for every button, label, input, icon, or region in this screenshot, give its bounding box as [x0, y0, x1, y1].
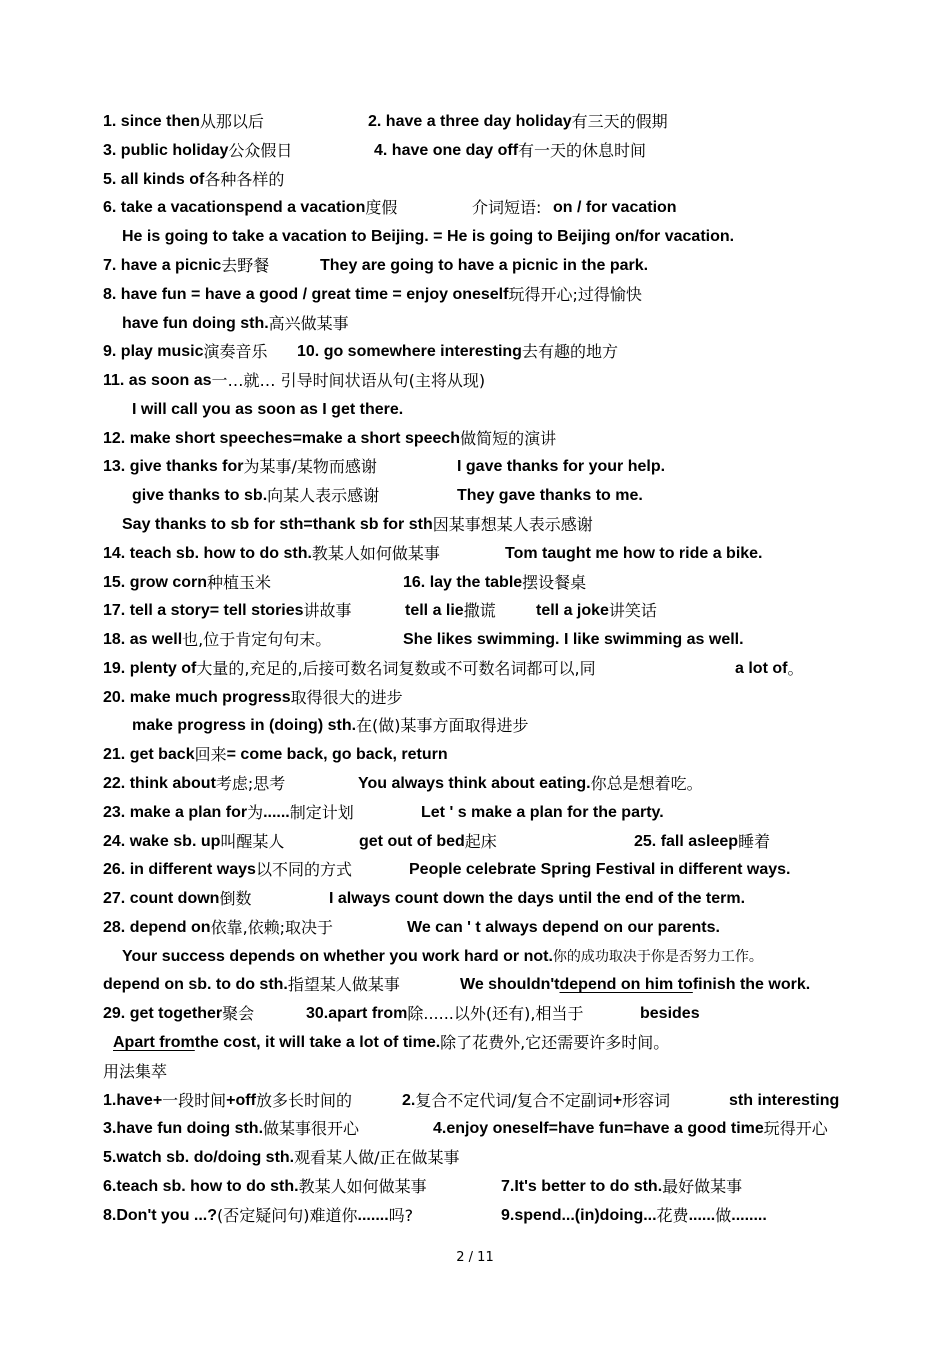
chinese-gloss: 除......以外(还有),相当于: [407, 1004, 584, 1024]
text-line: [0, 946, 950, 968]
chinese-gloss: 吗?: [388, 1205, 414, 1225]
text-line: [0, 111, 950, 133]
chinese-gloss: 做: [715, 1205, 732, 1225]
english-phrase: .......: [357, 1206, 389, 1224]
chinese-gloss: 。: [787, 658, 804, 678]
english-phrase: Let ' s make a plan for the party.: [421, 803, 664, 821]
english-phrase: I always count down the days until the end of the term.: [329, 890, 746, 908]
english-phrase: 24. wake sb. up: [103, 832, 221, 850]
text-line: [0, 687, 950, 709]
english-phrase: = come back, go back, return: [226, 746, 448, 764]
english-phrase: We shouldn't: [460, 976, 560, 994]
text-line: [0, 744, 950, 766]
english-phrase: tell a lie: [405, 602, 464, 620]
english-phrase: 4.enjoy oneself=have fun=have a good time: [433, 1120, 764, 1138]
english-phrase: 21. get back: [103, 746, 195, 764]
english-phrase: 20. make much progress: [103, 688, 291, 706]
chinese-gloss: 睡着: [738, 831, 771, 851]
chinese-gloss: 撒谎: [463, 601, 496, 621]
text-line: [0, 485, 950, 507]
english-phrase: 5. all kinds of: [103, 170, 205, 188]
text-line: [0, 543, 950, 565]
english-phrase: ........: [731, 1206, 767, 1224]
english-phrase: 15. grow corn: [103, 573, 208, 591]
chinese-gloss: 度假: [365, 198, 398, 218]
chinese-gloss: 制定计划: [289, 802, 354, 822]
english-phrase: get out of bed: [359, 832, 465, 850]
chinese-gloss: 观看某人做/正在做某事: [294, 1148, 460, 1168]
chinese-gloss: 公众假日: [228, 140, 293, 160]
text-line: [0, 974, 950, 996]
english-phrase: 6. take a vacation: [103, 199, 236, 217]
english-phrase: spend a vacation: [235, 199, 366, 217]
text-line: [0, 341, 950, 363]
chinese-gloss: (否定疑问句)难道你: [217, 1205, 358, 1225]
english-phrase: Your success depends on whether you work hard or not.: [122, 947, 553, 965]
english-phrase: 12. make short speeches=make a short speech: [103, 429, 461, 447]
text-line: [0, 1061, 950, 1083]
english-phrase: 7.It's better to do sth.: [501, 1177, 663, 1195]
text-line: [0, 888, 950, 910]
text-line: [0, 255, 950, 277]
text-line: [0, 169, 950, 191]
chinese-gloss: 有一天的休息时间: [518, 140, 647, 160]
english-phrase: 9. play music: [103, 343, 204, 361]
chinese-gloss: 教某人如何做某事: [298, 1176, 427, 1196]
text-line: [0, 1090, 950, 1112]
english-phrase: They are going to have a picnic in the park.: [320, 256, 649, 274]
text-line: [0, 399, 950, 421]
text-line: [0, 313, 950, 335]
chinese-gloss: 讲笑话: [608, 601, 657, 621]
english-phrase: 9.spend...(in)doing...: [501, 1206, 657, 1224]
chinese-gloss: 从那以后: [199, 112, 264, 131]
chinese-gloss: 取得很大的进步: [290, 687, 403, 707]
text-line: [0, 658, 950, 680]
chinese-gloss: 讲故事: [303, 601, 352, 621]
text-line: [0, 600, 950, 622]
chinese-gloss: 一段时间: [162, 1090, 227, 1110]
english-phrase: depend on him to: [559, 976, 693, 994]
english-phrase: She likes swimming. I like swimming as well.: [403, 631, 744, 648]
english-phrase: 28. depend on: [103, 918, 211, 936]
chinese-gloss: 因某事想某人表示感谢: [432, 514, 593, 534]
chinese-gloss: 各种各样的: [204, 169, 285, 189]
english-phrase: 6.teach sb. how to do sth.: [103, 1177, 299, 1195]
text-line: [0, 140, 950, 162]
english-phrase: 3.have fun doing sth.: [103, 1120, 264, 1138]
english-phrase: Apart from: [113, 1034, 195, 1051]
english-phrase: Tom taught me how to ride a bike.: [505, 544, 763, 562]
english-phrase: I will call you as soon as I get there.: [132, 400, 404, 418]
chinese-gloss: 做简短的演讲: [460, 428, 557, 448]
english-phrase: 23. make a plan for: [103, 803, 248, 821]
text-line: [0, 456, 950, 478]
chinese-gloss: 复合不定代词/复合不定副词: [415, 1090, 613, 1110]
chinese-gloss: 大量的,充足的,后接可数名词复数或不可数名词都可以,同: [196, 658, 596, 678]
english-phrase: 1.have+: [103, 1091, 163, 1109]
english-phrase: 8. have fun = have a good / great time = enjoy oneself: [103, 285, 509, 303]
english-phrase: 1. since then: [103, 113, 200, 130]
english-phrase: 19. plenty of: [103, 659, 197, 677]
english-phrase: the cost, it will take a lot of time.: [194, 1034, 441, 1051]
english-phrase: They gave thanks to me.: [457, 487, 643, 505]
english-phrase: 27. count down: [103, 890, 220, 908]
text-line: [0, 715, 950, 737]
english-phrase: +off: [226, 1091, 256, 1109]
text-line: [0, 572, 950, 594]
chinese-gloss: 一…就… 引导时间状语从句(主将从现): [211, 371, 486, 390]
chinese-gloss: 你总是想着吃。: [590, 773, 703, 793]
english-phrase: I gave thanks for your help.: [457, 458, 666, 476]
text-line: [0, 514, 950, 536]
chinese-gloss: 最好做某事: [662, 1176, 743, 1196]
page-number: 2 / 11: [456, 1250, 494, 1265]
chinese-gloss: 在(做)某事方面取得进步: [356, 716, 529, 736]
english-phrase: tell a joke: [536, 602, 609, 620]
chinese-gloss: 高兴做某事: [268, 313, 349, 333]
chinese-gloss: 玩得开心;过得愉快: [508, 284, 642, 304]
text-line: [0, 284, 950, 306]
english-phrase: make progress in (doing) sth.: [132, 717, 357, 735]
english-phrase: finish the work.: [692, 976, 811, 994]
chinese-gloss: 放多长时间的: [255, 1090, 352, 1110]
english-phrase: 8.Don't you ...?: [103, 1206, 218, 1224]
chinese-gloss: 以不同的方式: [255, 860, 352, 880]
english-phrase: We can ' t always depend on our parents.: [407, 918, 720, 936]
text-line: [0, 629, 950, 651]
chinese-gloss: 玩得开心: [763, 1119, 828, 1139]
chinese-gloss: 也,位于肯定句句末。: [182, 630, 332, 649]
text-line: [0, 1205, 950, 1227]
chinese-gloss: 去野餐: [221, 255, 270, 275]
text-line: [0, 1003, 950, 1025]
english-phrase: depend on sb. to do sth.: [103, 976, 288, 994]
text-line: [0, 773, 950, 795]
text-line: [0, 1176, 950, 1198]
chinese-gloss: 教某人如何做某事: [311, 543, 440, 563]
chinese-gloss: 为: [247, 802, 264, 822]
chinese-gloss: 除了花费外,它还需要许多时间。: [440, 1033, 670, 1052]
chinese-gloss: 指望某人做某事: [287, 975, 400, 995]
english-phrase: 29. get together: [103, 1005, 223, 1023]
text-line: [0, 226, 950, 248]
english-phrase: You always think about eating.: [358, 774, 591, 792]
english-phrase: on / for vacation: [553, 199, 677, 217]
text-line: [0, 831, 950, 853]
chinese-gloss: 演奏音乐: [203, 342, 268, 362]
chinese-gloss: 形容词: [622, 1090, 671, 1110]
english-phrase: 7. have a picnic: [103, 256, 222, 274]
english-phrase: ......: [263, 803, 290, 821]
text-line: [0, 1032, 950, 1054]
english-phrase: ......: [688, 1206, 716, 1224]
chinese-gloss: 摆设餐桌: [522, 572, 587, 592]
chinese-gloss: 花费: [656, 1205, 689, 1225]
chinese-gloss: 起床: [464, 831, 497, 851]
chinese-gloss: 倒数: [219, 889, 252, 909]
english-phrase: 2.: [402, 1091, 416, 1109]
english-phrase: 11. as soon as: [103, 372, 212, 389]
chinese-gloss: 叫醒某人: [220, 831, 285, 851]
chinese-gloss: 用法集萃: [103, 1061, 168, 1081]
english-phrase: 5.watch sb. do/doing sth.: [103, 1149, 295, 1167]
text-line: [0, 197, 950, 219]
english-phrase: sth interesting: [729, 1091, 840, 1109]
english-phrase: 18. as well: [103, 631, 183, 648]
english-phrase: 2. have a three day holiday: [368, 113, 572, 130]
english-phrase: 14. teach sb. how to do sth.: [103, 544, 312, 562]
english-phrase: 26. in different ways: [103, 861, 256, 879]
chinese-gloss: 为某事/某物而感谢: [243, 457, 377, 477]
chinese-gloss: 考虑;思考: [215, 773, 286, 793]
english-phrase: besides: [640, 1005, 700, 1023]
chinese-gloss: 聚会: [222, 1004, 255, 1024]
english-phrase: People celebrate Spring Festival in different ways.: [409, 861, 791, 879]
chinese-gloss: 向某人表示感谢: [267, 486, 380, 506]
chinese-gloss: 介词短语:: [472, 198, 542, 218]
english-phrase: 22. think about: [103, 774, 216, 792]
chinese-gloss: 依靠,依赖;取决于: [210, 917, 334, 937]
english-phrase: 25. fall asleep: [634, 832, 739, 850]
english-phrase: 10. go somewhere interesting: [297, 343, 522, 361]
text-line: [0, 1147, 950, 1169]
text-line: [0, 802, 950, 824]
english-phrase: have fun doing sth.: [122, 314, 269, 332]
english-phrase: +: [612, 1091, 623, 1109]
english-phrase: He is going to take a vacation to Beijing. = He is going to Beijing on/for vacation.: [122, 228, 735, 246]
chinese-gloss: 回来: [194, 745, 227, 765]
english-phrase: 13. give thanks for: [103, 458, 244, 476]
chinese-gloss: 有三天的假期: [571, 112, 668, 131]
english-phrase: 4. have one day off: [374, 141, 519, 159]
english-phrase: give thanks to sb.: [132, 487, 268, 505]
english-phrase: 17. tell a story= tell stories: [103, 602, 304, 620]
chinese-gloss: 种植玉米: [207, 572, 272, 592]
english-phrase: Say thanks to sb for sth=thank sb for sth: [122, 515, 433, 533]
text-line: [0, 370, 950, 392]
chinese-gloss: 做某事很开心: [263, 1119, 360, 1139]
text-line: [0, 1118, 950, 1140]
english-phrase: 30.apart from: [306, 1005, 408, 1023]
chinese-gloss: 去有趣的地方: [521, 342, 618, 362]
text-line: [0, 859, 950, 881]
english-phrase: a lot of: [735, 659, 788, 677]
english-phrase: 3. public holiday: [103, 141, 229, 159]
text-line: [0, 917, 950, 939]
english-phrase: 16. lay the table: [403, 573, 523, 591]
chinese-gloss: 你的成功取决于你是否努力工作。: [552, 948, 763, 965]
text-line: [0, 428, 950, 450]
